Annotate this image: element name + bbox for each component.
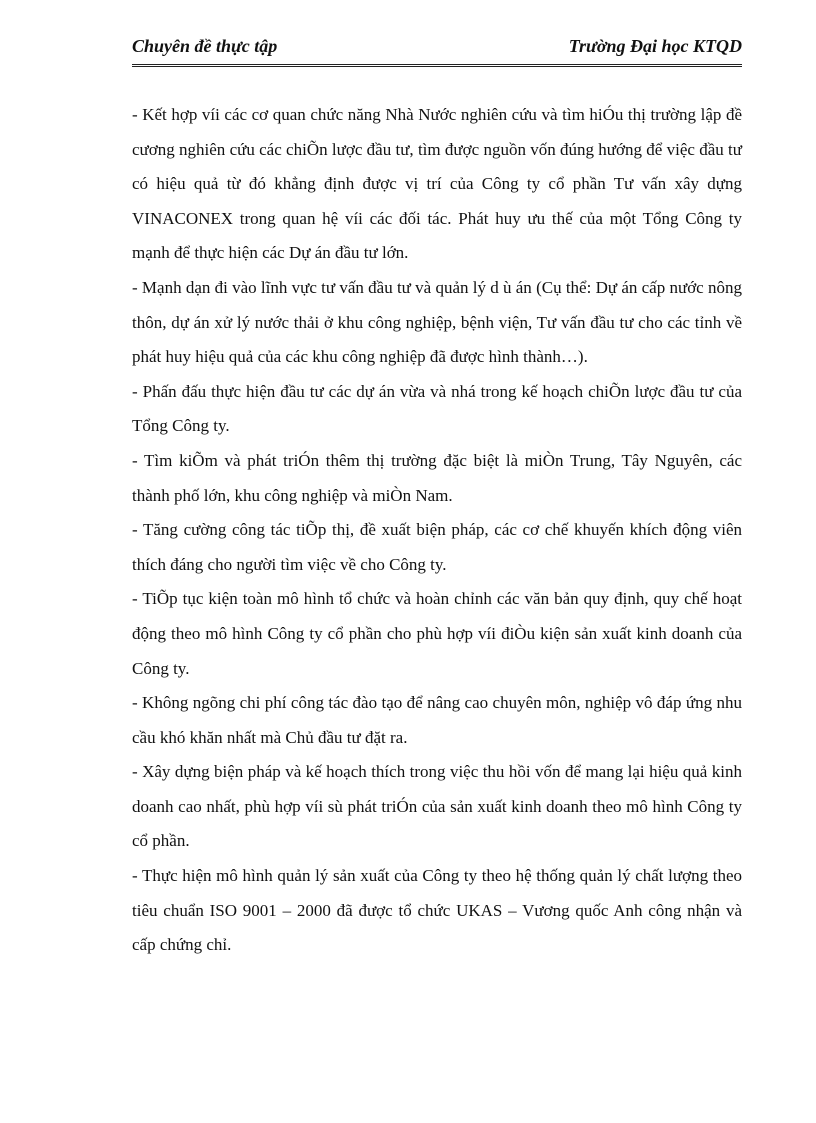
- paragraph-training: - Không ngõng chi phí công tác đào tạo để nâng cao chuyên môn, nghiệp vô đáp ứng nhu cầu khó khăn nhất mà Chủ đầu tư đặt ra.: [132, 693, 742, 747]
- paragraph-cooperation: - Kết hợp víi các cơ quan chức năng Nhà Nước nghiên cứu và tìm hiÓu thị trường lập đề cương nghiên cứu các chiÕn lược đầu tư, tìm được nguồn vốn đúng hướng để việc đầu tư có hiệu quả từ đó khẳng định được vị trí của Công ty cổ phần Tư vấn xây dựng VINACONEX trong quan hệ víi các đối tác. Phát huy ưu thế của một Tổng Công ty mạnh để thực hiện các Dự án đầu tư lớn.: [132, 105, 742, 263]
- paragraph-marketing: - Tăng cường công tác tiÕp thị, đề xuất biện pháp, các cơ chế khuyến khích động viên thích đáng cho người tìm việc về cho Công ty.: [132, 520, 742, 574]
- paragraph-investment-consulting: - Mạnh dạn đi vào lĩnh vực tư vấn đầu tư và quản lý d ù án (Cụ thể: Dự án cấp nước nông thôn, dự án xử lý nước thải ở khu công nghiệp, bệnh viện, Tư vấn đầu tư cho các tỉnh về phát huy hiệu quả của các khu công nghiệp đã được hình thành…).: [132, 277, 742, 367]
- header-title-left: Chuyên đề thực tập: [132, 36, 278, 56]
- paragraph-investment-projects: - Phấn đấu thực hiện đầu tư các dự án vừa và nhá trong kế hoạch chiÕn lược đầu tư của Tổng Công ty.: [132, 381, 742, 436]
- paragraph-capital-recovery: - Xây dựng biện pháp và kế hoạch thích trong việc thu hồi vốn để mang lại hiệu quả kinh doanh cao nhất, phù hợp víi sù phát triÓn của sản xuất kinh doanh theo mô hình Công ty cổ phần.: [132, 762, 742, 851]
- paragraph-organization: - TiÕp tục kiện toàn mô hình tổ chức và hoàn chỉnh các văn bản quy định, quy chế hoạt động theo mô hình Công ty cổ phần cho phù hợp víi điÒu kiện sản xuất kinh doanh của Công ty.: [132, 589, 742, 678]
- paragraph-quality-management: - Thực hiện mô hình quản lý sản xuất của Công ty theo hệ thống quản lý chất lượng theo tiêu chuẩn ISO 9001 – 2000 đã được tổ chức UKAS – Vương quốc Anh công nhận và cấp chứng chỉ.: [132, 866, 742, 955]
- page-header: [132, 36, 742, 67]
- paragraph-market-expansion: - Tìm kiÕm và phát triÓn thêm thị trường đặc biệt là miÒn Trung, Tây Nguyên, các thành phố lớn, khu công nghiệp và miÒn Nam.: [132, 450, 742, 505]
- document-body: [132, 98, 742, 963]
- header-title-right: Trường Đại học KTQD: [568, 36, 742, 56]
